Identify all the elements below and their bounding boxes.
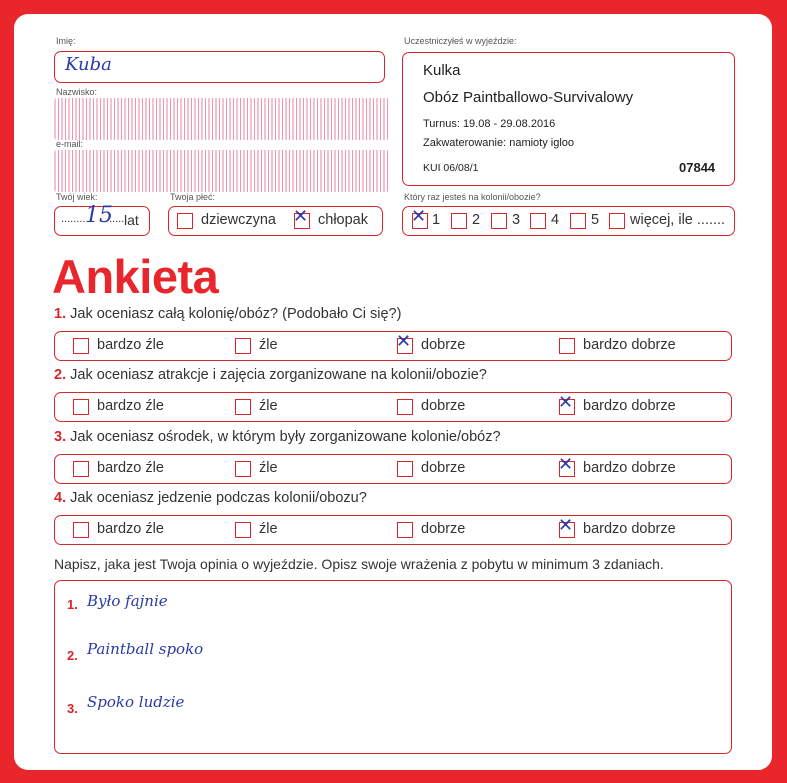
times-label-2: 2 <box>472 212 481 228</box>
rating-checkbox[interactable] <box>73 461 89 477</box>
rating-checkbox[interactable] <box>558 392 575 415</box>
email-label: e-mail: <box>56 139 84 149</box>
rating-label: dobrze <box>421 460 466 476</box>
rating-label: dobrze <box>421 337 466 353</box>
age-dots-right: ...... <box>109 213 128 225</box>
times-field <box>402 206 735 236</box>
rating-checkbox[interactable] <box>73 522 89 538</box>
rating-checkbox[interactable] <box>235 461 251 477</box>
rating-checkbox[interactable] <box>235 338 251 354</box>
times-checkbox-5[interactable] <box>570 213 586 229</box>
rating-label: bardzo dobrze <box>583 521 676 537</box>
trip-info-box <box>402 52 735 186</box>
email-redacted <box>54 150 389 192</box>
rating-checkbox[interactable] <box>397 461 413 477</box>
question-2 <box>54 367 487 383</box>
rating-checkbox[interactable] <box>235 399 251 415</box>
rating-label: źle <box>259 460 278 476</box>
check-mark-icon: ✕ <box>558 454 574 475</box>
trip-label: Uczestniczyłeś w wyjeździe: <box>404 36 517 46</box>
times-checkbox-4[interactable] <box>530 213 546 229</box>
age-dots-left: ........ <box>61 213 86 225</box>
trip-number: 07844 <box>679 160 716 175</box>
times-checkbox-3[interactable] <box>491 213 507 229</box>
question-text: Jak oceniasz jedzenie podczas kolonii/obozu? <box>70 490 367 506</box>
times-checkbox-more[interactable] <box>609 213 625 229</box>
trip-turnus: Turnus: 19.08 - 29.08.2016 <box>423 118 556 130</box>
rating-checkbox[interactable] <box>73 399 89 415</box>
opinion-num-2: 2. <box>67 648 78 663</box>
male-checkbox[interactable]: ✕ <box>293 206 309 227</box>
female-label: dziewczyna <box>201 212 276 228</box>
question-1 <box>54 306 401 322</box>
rating-checkbox[interactable] <box>559 338 575 354</box>
age-label: Twój wiek: <box>56 192 98 202</box>
answer-row-2 <box>54 392 732 422</box>
trip-line1: Kulka <box>423 62 461 79</box>
rating-checkbox[interactable] <box>558 454 575 477</box>
rating-label: źle <box>259 337 278 353</box>
opinion-line-1: Było fajnie <box>87 592 168 610</box>
check-mark-icon: ✕ <box>558 392 574 413</box>
question-3 <box>54 429 501 445</box>
rating-label: bardzo dobrze <box>583 460 676 476</box>
times-label-1: 1 <box>432 212 441 228</box>
rating-label: bardzo dobrze <box>583 337 676 353</box>
male-label: chłopak <box>318 212 368 228</box>
rating-label: bardzo źle <box>97 521 164 537</box>
opinion-line-3: Spoko ludzie <box>87 693 185 711</box>
times-label-4: 4 <box>551 212 560 228</box>
name-label: Imię: <box>56 36 76 46</box>
opinion-prompt: Napisz, jaka jest Twoja opinia o wyjeździe. Opisz swoje wrażenia z pobytu w minimum 3 zdaniach. <box>54 556 664 572</box>
question-number: 2. <box>54 367 67 383</box>
question-text: Jak oceniasz ośrodek, w którym były zorganizowane kolonie/obóz? <box>70 429 501 445</box>
rating-label: bardzo źle <box>97 460 164 476</box>
check-mark-icon: ✕ <box>558 515 574 536</box>
gender-label: Twoja płeć: <box>170 192 216 202</box>
rating-label: bardzo źle <box>97 398 164 414</box>
age-field[interactable] <box>54 203 150 236</box>
age-value: 15 <box>85 203 113 228</box>
question-number: 4. <box>54 490 67 506</box>
trip-accommodation: Zakwaterowanie: namioty igloo <box>423 137 575 149</box>
survey-sheet <box>14 14 772 770</box>
name-value: Kuba <box>65 54 112 75</box>
opinion-line-2: Paintball spoko <box>87 640 204 658</box>
rating-label: dobrze <box>421 398 466 414</box>
surname-redacted <box>54 98 389 140</box>
answer-row-3 <box>54 454 732 484</box>
gender-field <box>168 206 383 236</box>
name-field[interactable] <box>54 51 385 83</box>
times-checkbox-2[interactable] <box>451 213 467 229</box>
rating-label: źle <box>259 398 278 414</box>
female-checkbox[interactable] <box>177 213 193 229</box>
opinion-num-3: 3. <box>67 701 78 716</box>
answer-row-4 <box>54 515 732 545</box>
opinion-num-1: 1. <box>67 597 78 612</box>
question-4 <box>54 490 367 506</box>
age-unit: lat <box>124 212 139 228</box>
page-title: Ankieta <box>52 250 219 303</box>
rating-checkbox[interactable] <box>235 522 251 538</box>
opinion-textarea[interactable] <box>54 580 732 754</box>
times-label-3: 3 <box>512 212 521 228</box>
question-number: 3. <box>54 429 67 445</box>
times-label-5: 5 <box>591 212 600 228</box>
rating-label: źle <box>259 521 278 537</box>
rating-checkbox[interactable] <box>558 515 575 538</box>
check-mark-icon: ✕ <box>396 331 412 352</box>
rating-label: dobrze <box>421 521 466 537</box>
surname-label: Nazwisko: <box>56 87 98 97</box>
question-text: Jak oceniasz całą kolonię/obóz? (Podobało Ci się?) <box>70 306 402 322</box>
trip-line2: Obóz Paintballowo-Survivalowy <box>423 89 634 106</box>
times-label: Który raz jesteś na kolonii/obozie? <box>404 192 541 202</box>
times-label-more: więcej, ile ....... <box>630 212 726 228</box>
rating-label: bardzo źle <box>97 337 164 353</box>
rating-checkbox[interactable] <box>397 399 413 415</box>
rating-checkbox[interactable] <box>73 338 89 354</box>
question-number: 1. <box>54 306 67 322</box>
question-text: Jak oceniasz atrakcje i zajęcia zorganizowane na kolonii/obozie? <box>70 367 487 383</box>
rating-checkbox[interactable] <box>396 331 413 354</box>
answer-row-1 <box>54 331 732 361</box>
rating-checkbox[interactable] <box>397 522 413 538</box>
trip-code: KUI 06/08/1 <box>423 162 479 174</box>
rating-label: bardzo dobrze <box>583 398 676 414</box>
times-checkbox-1[interactable]: ✕ <box>411 206 427 227</box>
